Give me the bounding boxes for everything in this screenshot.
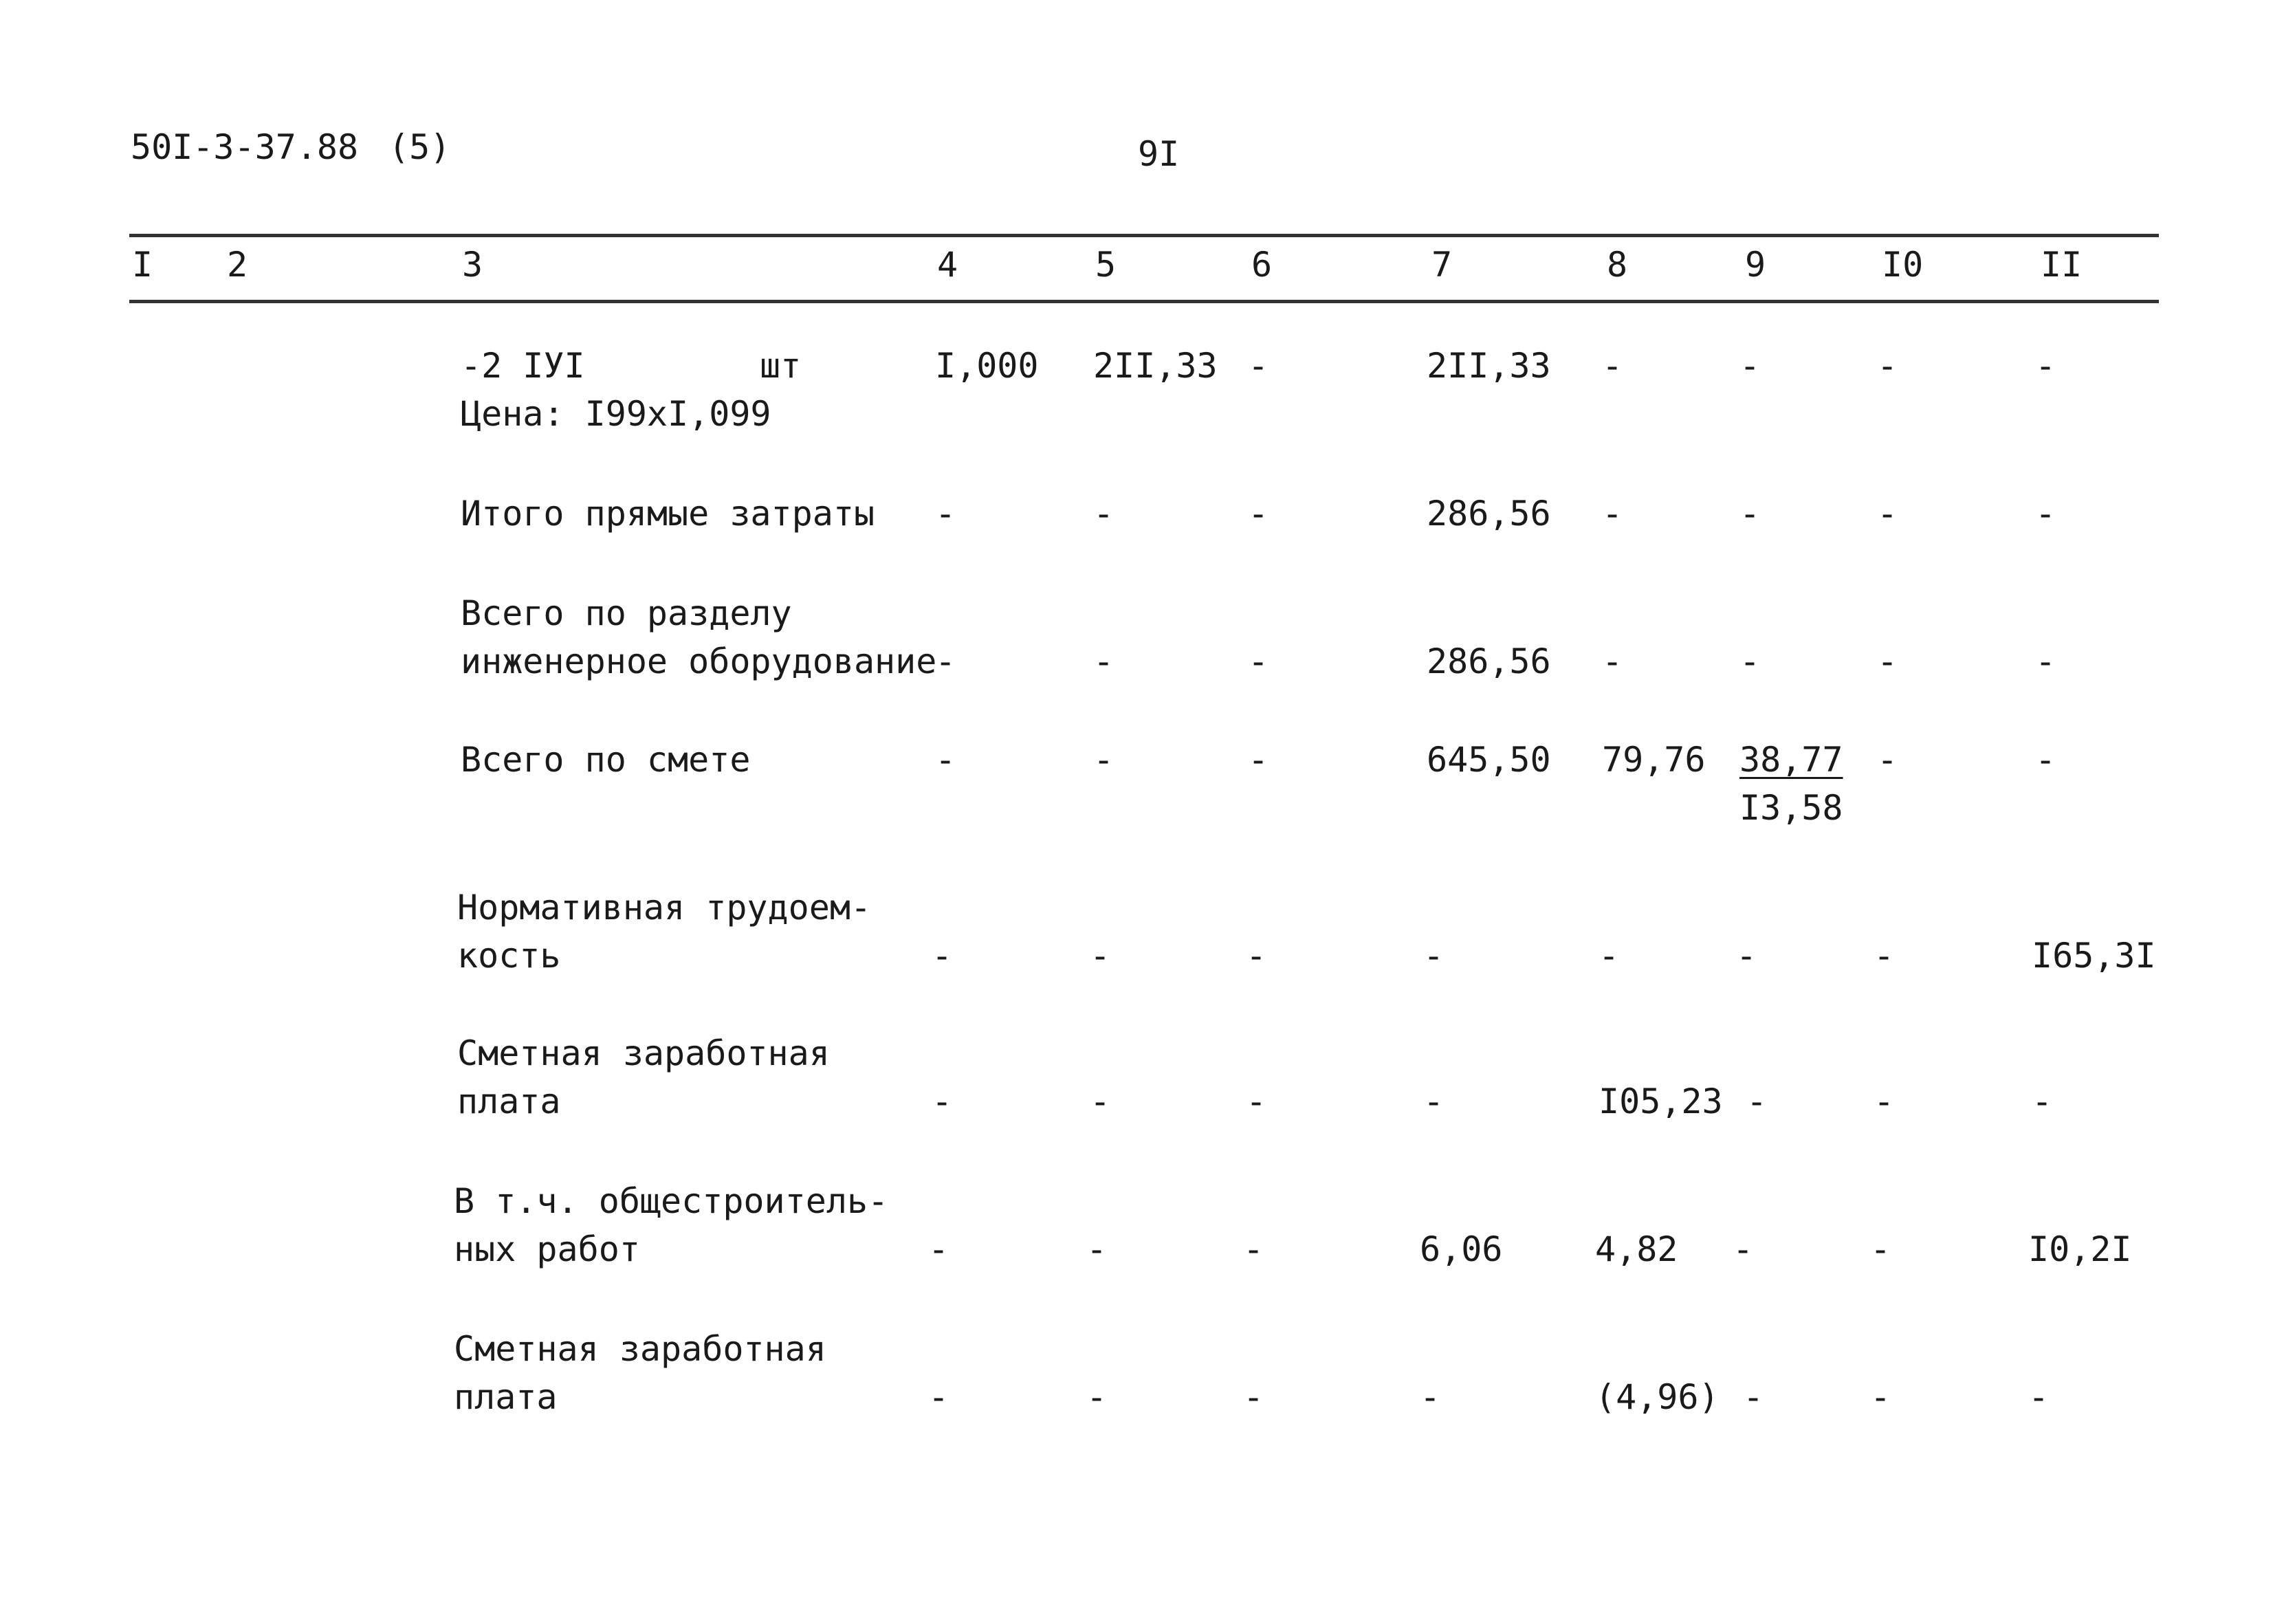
cell-col8: - xyxy=(1599,936,1620,976)
cell-col5: 2II,33 xyxy=(1093,346,1218,386)
cell-col11: - xyxy=(2035,740,2056,780)
cell-col4: - xyxy=(928,1377,949,1417)
cell-col5: - xyxy=(1086,1377,1108,1417)
cell-col8: 79,76 xyxy=(1602,740,1706,780)
cell-col10: - xyxy=(1877,494,1898,534)
table-header-rule xyxy=(129,300,2159,303)
cell-col9: - xyxy=(1739,641,1761,681)
cell-col9-numerator: 38,77 xyxy=(1739,740,1843,780)
cell-col5: - xyxy=(1086,1229,1108,1269)
cell-col4: I,000 xyxy=(935,346,1039,386)
row-description-cont: ных работ xyxy=(454,1229,640,1269)
col-header-4: 4 xyxy=(937,245,958,285)
col-header-2: 2 xyxy=(227,245,248,285)
cell-col6: - xyxy=(1243,1229,1264,1269)
cell-col5: - xyxy=(1093,641,1114,681)
col-header-8: 8 xyxy=(1607,245,1628,285)
cell-col8: - xyxy=(1602,494,1623,534)
cell-col5: - xyxy=(1090,1082,1111,1121)
cell-col8: 4,82 xyxy=(1595,1229,1678,1269)
cell-col7: 286,56 xyxy=(1427,494,1551,534)
cell-col7: 2II,33 xyxy=(1427,346,1551,386)
cell-col9: - xyxy=(1736,936,1757,976)
cell-col9-denominator: I3,58 xyxy=(1739,788,1843,828)
cell-col10: - xyxy=(1874,1082,1895,1121)
cell-col9: - xyxy=(1739,494,1761,534)
col-header-3: 3 xyxy=(462,245,483,285)
cell-col10: - xyxy=(1870,1377,1891,1417)
row-description: -2 IУI xyxy=(461,346,585,386)
cell-col6: - xyxy=(1248,346,1269,386)
col-header-11: II xyxy=(2041,245,2083,285)
cell-col11: - xyxy=(2028,1377,2050,1417)
cell-col4: - xyxy=(935,740,956,780)
cell-col9: - xyxy=(1746,1082,1768,1121)
cell-col10: - xyxy=(1870,1229,1891,1269)
row-description-cont: Цена: I99хI,099 xyxy=(461,394,771,434)
cell-col5: - xyxy=(1093,494,1114,534)
cell-col4: - xyxy=(932,936,953,976)
col-header-1: I xyxy=(132,245,153,285)
cell-col11: - xyxy=(2035,641,2056,681)
cell-col7: 6,06 xyxy=(1420,1229,1503,1269)
row-description-cont: плата xyxy=(454,1377,558,1417)
cell-col4: - xyxy=(932,1082,953,1121)
cell-col8: (4,96) xyxy=(1595,1377,1720,1417)
row-description: Всего по разделу xyxy=(461,593,792,633)
cell-col9: - xyxy=(1733,1229,1754,1269)
cell-col7: 645,50 xyxy=(1427,740,1551,780)
col-header-9: 9 xyxy=(1745,245,1766,285)
cell-col10: - xyxy=(1874,936,1895,976)
cell-col7: - xyxy=(1423,936,1445,976)
page-number: 9I xyxy=(1138,134,1180,174)
cell-col7: - xyxy=(1423,1082,1445,1121)
cell-col6: - xyxy=(1243,1377,1264,1417)
row-description: Сметная заработная xyxy=(454,1329,826,1369)
cell-col7: - xyxy=(1420,1377,1441,1417)
cell-col11: - xyxy=(2035,346,2056,386)
cell-col6: - xyxy=(1248,740,1269,780)
cell-col9: - xyxy=(1739,346,1761,386)
cell-col4: - xyxy=(935,641,956,681)
cell-col4: - xyxy=(928,1229,949,1269)
cell-col5: - xyxy=(1093,740,1114,780)
row-description-cont: инженерное оборудование xyxy=(461,641,937,681)
row-description-cont: плата xyxy=(457,1082,561,1121)
cell-col8: I05,23 xyxy=(1599,1082,1723,1121)
cell-col8: - xyxy=(1602,346,1623,386)
row-description-cont: кость xyxy=(457,936,561,976)
row-description: Сметная заработная xyxy=(457,1033,830,1073)
cell-col10: - xyxy=(1877,641,1898,681)
row-description: Итого прямые затраты xyxy=(461,494,875,534)
document-part: (5) xyxy=(388,127,451,167)
cell-col11: I65,3I xyxy=(2032,936,2156,976)
document-code: 50I-3-37.88 xyxy=(131,127,359,167)
row-description: Нормативная трудоем- xyxy=(457,888,872,928)
cell-col7: 286,56 xyxy=(1427,641,1551,681)
table-top-rule xyxy=(129,234,2159,237)
cell-col8: - xyxy=(1602,641,1623,681)
cell-col10: - xyxy=(1877,740,1898,780)
cell-col11: I0,2I xyxy=(2028,1229,2132,1269)
cell-col6: - xyxy=(1248,494,1269,534)
row-unit: шт xyxy=(760,346,802,386)
row-description: Всего по смете xyxy=(461,740,751,780)
cell-col5: - xyxy=(1090,936,1111,976)
cell-col11: - xyxy=(2032,1082,2053,1121)
cell-col9: - xyxy=(1743,1377,1764,1417)
cell-col11: - xyxy=(2035,494,2056,534)
cell-col10: - xyxy=(1877,346,1898,386)
row-description: В т.ч. общестроитель- xyxy=(454,1181,889,1221)
cell-col4: - xyxy=(935,494,956,534)
col-header-10: I0 xyxy=(1882,245,1924,285)
cell-col6: - xyxy=(1246,936,1267,976)
col-header-5: 5 xyxy=(1095,245,1117,285)
cell-col6: - xyxy=(1246,1082,1267,1121)
col-header-7: 7 xyxy=(1431,245,1453,285)
cell-col6: - xyxy=(1248,641,1269,681)
col-header-6: 6 xyxy=(1251,245,1273,285)
